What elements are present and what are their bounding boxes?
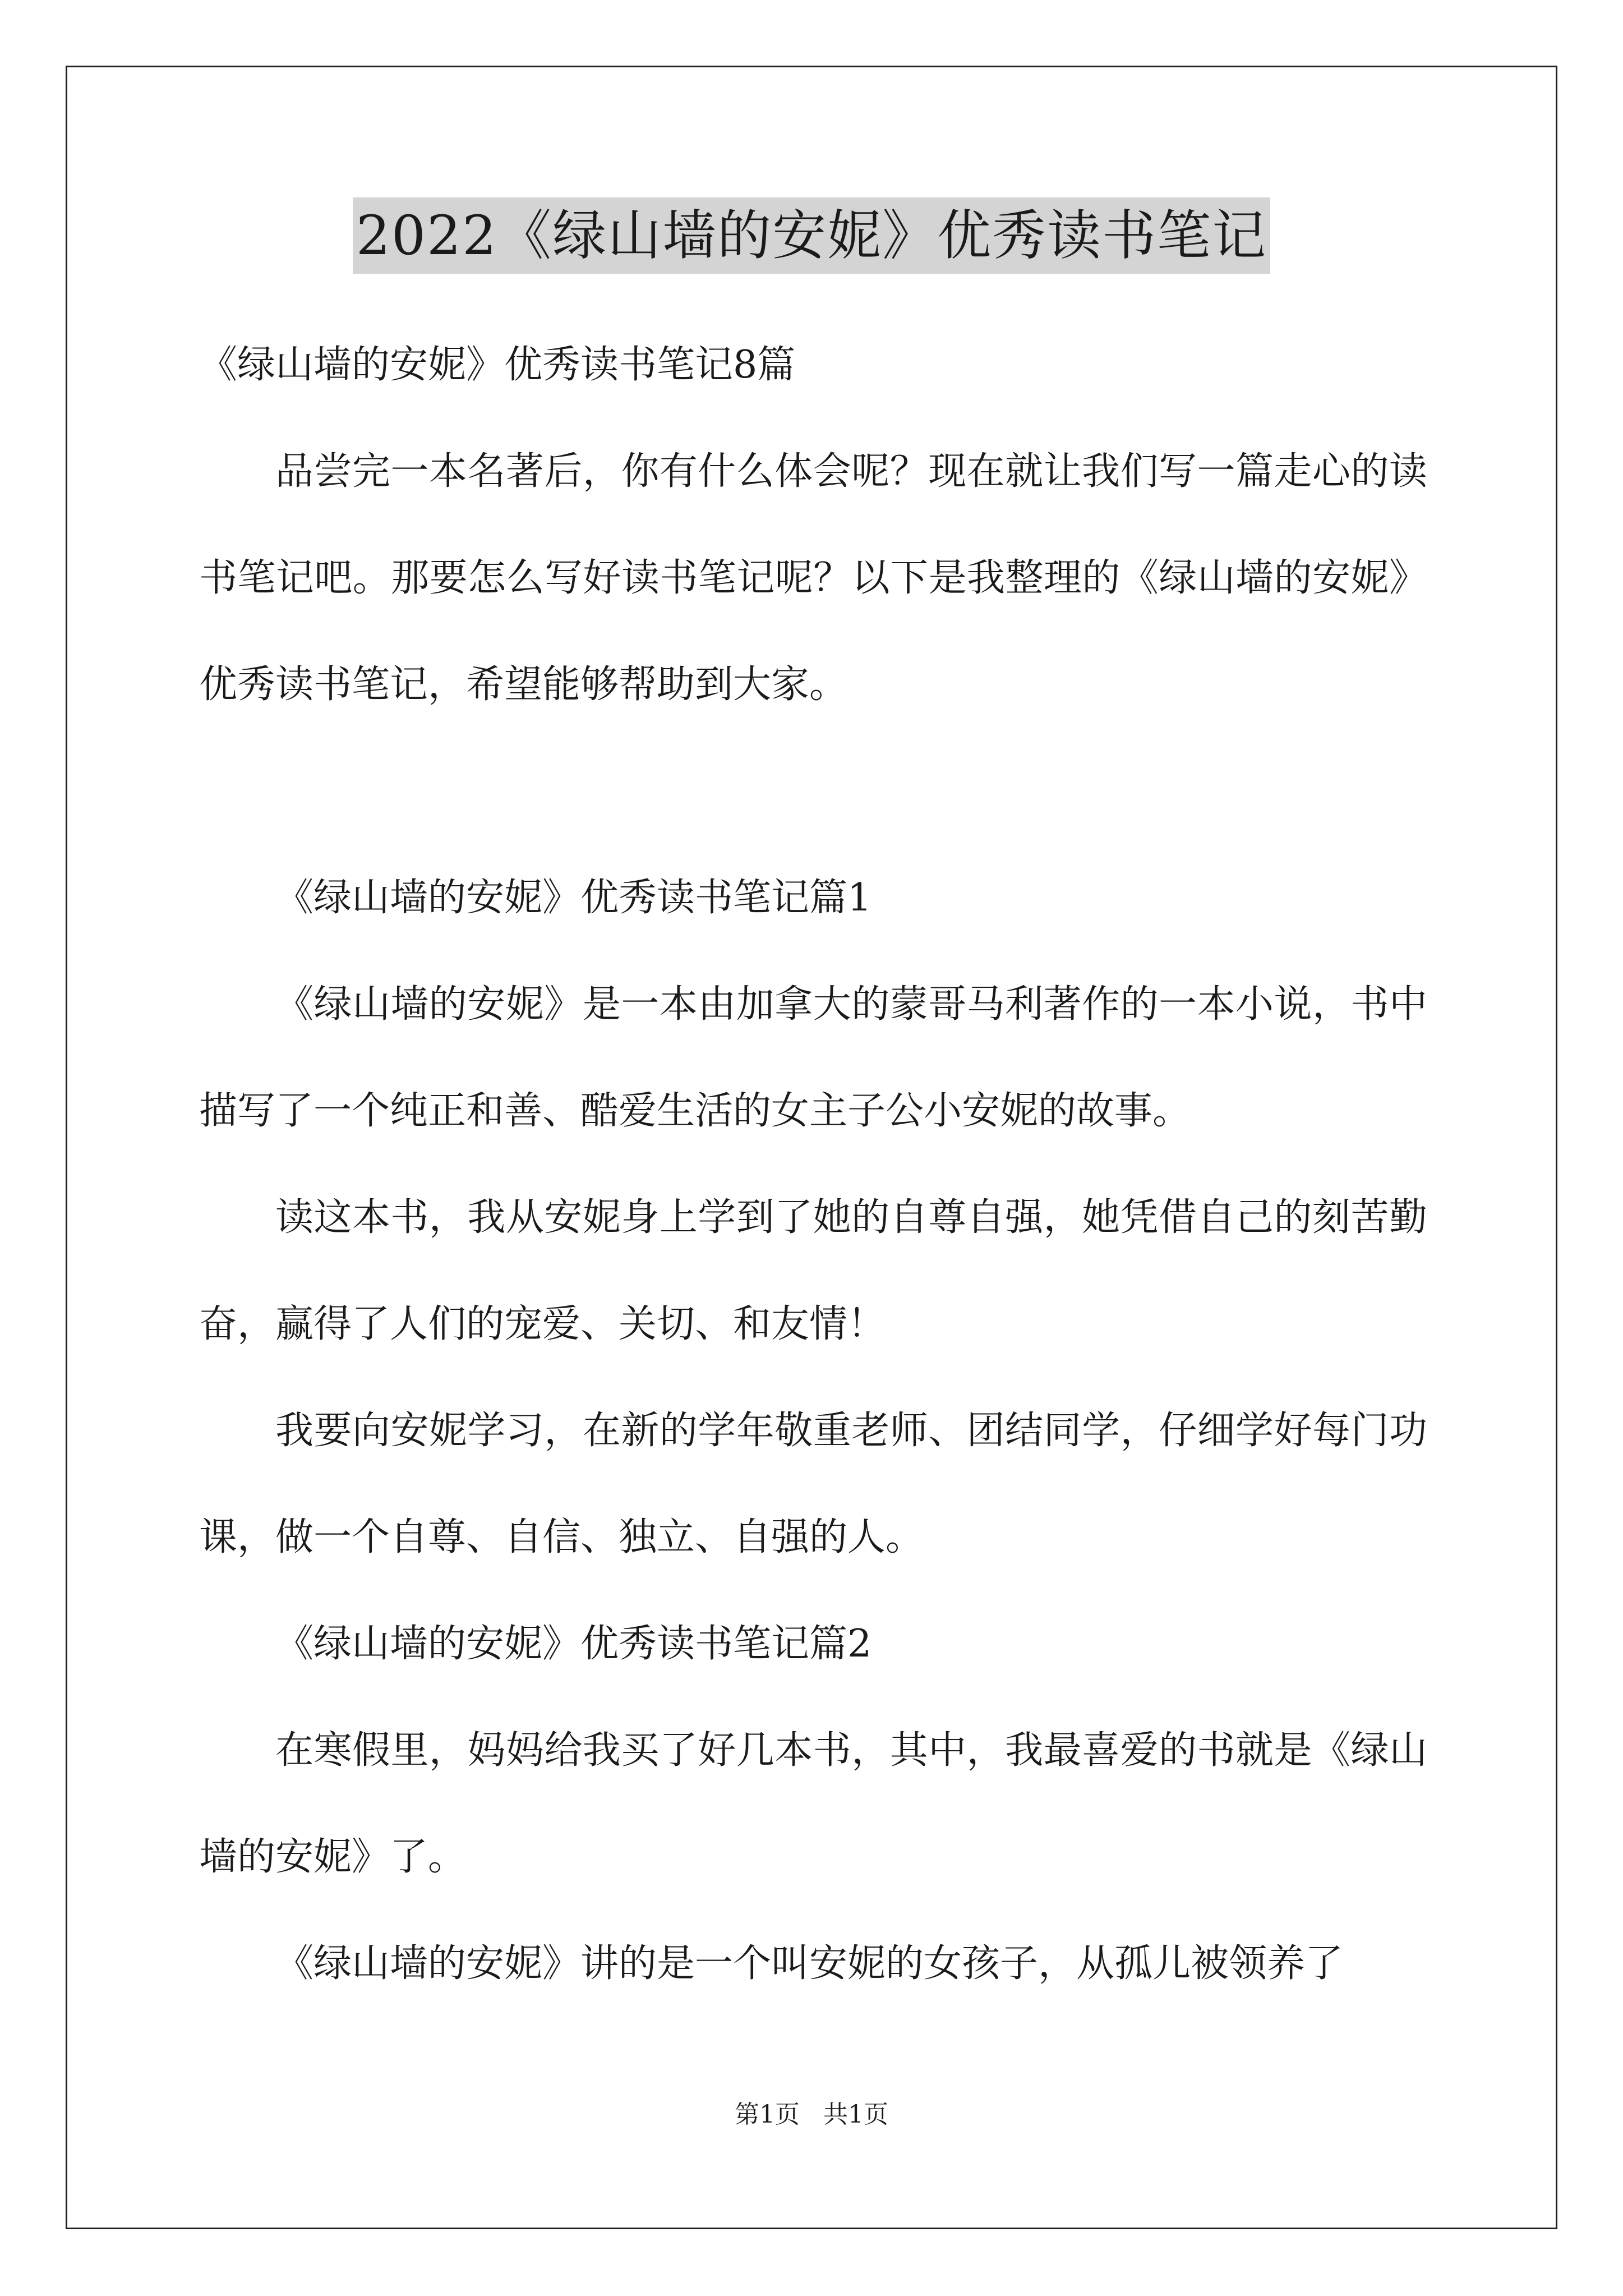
body-paragraph: 《绿山墙的安妮》讲的是一个叫安妮的女孩子，从孤儿被领养了 bbox=[275, 1941, 1344, 1986]
body-paragraph: 读这本书，我从安妮身上学到了她的自尊自强，她凭借自己的刻苦勤奋，赢得了人们的宠爱、关切、和友情！ bbox=[199, 1195, 1427, 1346]
body-paragraph: 在寒假里，妈妈给我买了好几本书，其中，我最喜爱的书就是《绿山墙的安妮》了。 bbox=[199, 1728, 1427, 1879]
section-heading-2: 《绿山墙的安妮》优秀读书笔记篇2 bbox=[275, 1622, 872, 1666]
document-title: 2022《绿山墙的安妮》优秀读书笔记 bbox=[353, 197, 1270, 274]
section-heading-1: 《绿山墙的安妮》优秀读书笔记篇1 bbox=[275, 876, 872, 920]
intro-paragraph: 品尝完一本名著后，你有什么体会呢？现在就让我们写一篇走心的读书笔记吧。那要怎么写好读书笔记呢？以下是我整理的《绿山墙的安妮》优秀读书笔记，希望能够帮助到大家。 bbox=[199, 449, 1427, 707]
subtitle: 《绿山墙的安妮》优秀读书笔记8篇 bbox=[199, 343, 796, 387]
body-paragraph: 《绿山墙的安妮》是一本由加拿大的蒙哥马利著作的一本小说，书中描写了一个纯正和善、酷爱生活的女主子公小安妮的故事。 bbox=[199, 982, 1427, 1133]
title-container bbox=[0, 197, 1623, 274]
page-footer: 第1页 共1页 bbox=[735, 2100, 888, 2129]
body-paragraph: 我要向安妮学习，在新的学年敬重老师、团结同学，仔细学好每门功课，做一个自尊、自信、独立、自强的人。 bbox=[199, 1409, 1427, 1559]
document-body bbox=[199, 312, 1427, 2017]
